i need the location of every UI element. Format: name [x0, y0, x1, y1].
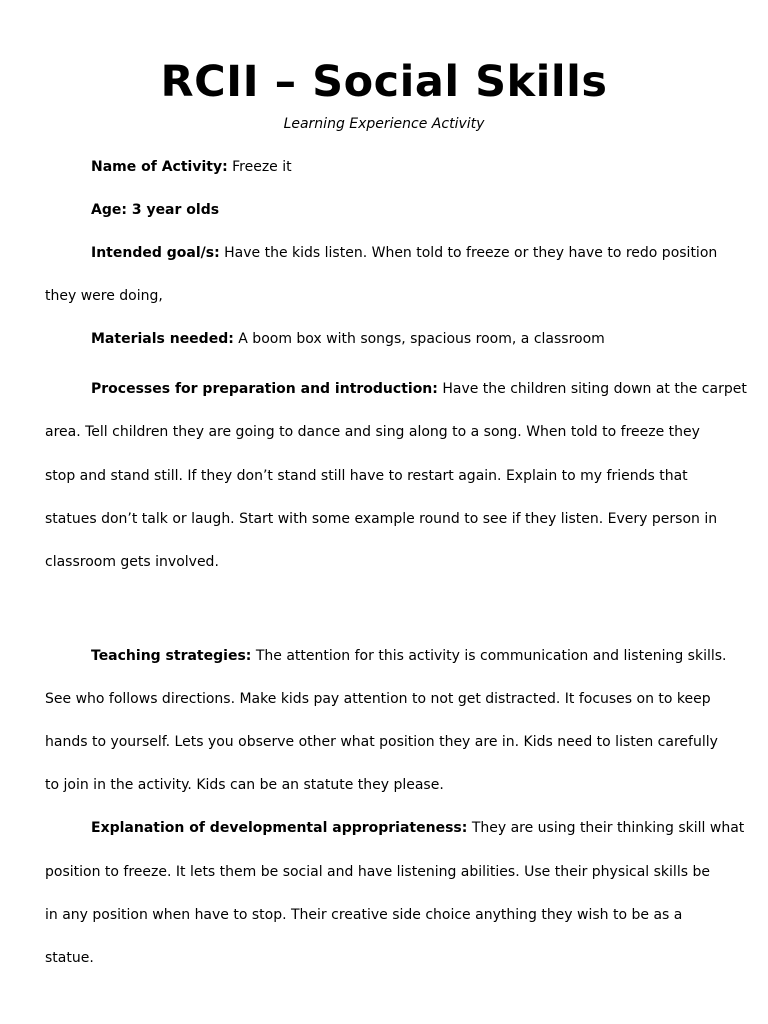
intended-goals-label: Intended goal/s: — [91, 245, 220, 261]
materials-needed-row — [91, 329, 735, 349]
name-of-activity-label: Name of Activity: — [91, 159, 228, 175]
teaching-strategies-label: Teaching strategies: — [91, 648, 252, 664]
processes-text-line-3: stop and stand still. If they don’t stand still have to restart again. Explain to my friends that — [45, 468, 688, 484]
teaching-strategies-text-line-3: hands to yourself. Lets you observe other what position they are in. Kids need to listen carefully — [45, 734, 718, 750]
document-title: RCII – Social Skills — [160, 57, 608, 107]
teaching-strategies-text-line-2: See who follows directions. Make kids pay attention to not get distracted. It focuses on to keep — [45, 691, 711, 707]
name-of-activity-row — [91, 157, 735, 177]
teaching-strategies-text-line-1: The attention for this activity is communication and listening skills. — [255, 648, 727, 664]
developmental-appropriateness-row — [91, 818, 745, 838]
processes-text-line-1: Have the children siting down at the carpet — [442, 381, 747, 397]
materials-needed-value: A boom box with songs, spacious room, a classroom — [238, 331, 605, 347]
processes-row — [91, 379, 747, 399]
developmental-appropriateness-text-line-2: position to freeze. It lets them be social and have listening abilities. Use their physical skills be — [45, 864, 710, 880]
teaching-strategies-text-line-4: to join in the activity. Kids can be an statute they please. — [45, 777, 444, 793]
intended-goals-text-line-2: they were doing, — [45, 288, 163, 304]
developmental-appropriateness-text-line-4: statue. — [45, 950, 94, 966]
processes-text-line-5: classroom gets involved. — [45, 554, 219, 570]
age-row: Age: 3 year olds — [91, 202, 220, 218]
materials-needed-label: Materials needed: — [91, 331, 234, 347]
intended-goals-text-line-1: Have the kids listen. When told to freeze or they have to redo position — [224, 245, 718, 261]
intended-goals-row — [91, 243, 735, 263]
name-of-activity-value: Freeze it — [232, 159, 292, 175]
processes-label: Processes for preparation and introduction: — [91, 381, 438, 397]
developmental-appropriateness-text-line-1: They are using their thinking skill what — [471, 820, 745, 836]
document-subtitle: Learning Experience Activity — [283, 116, 485, 132]
developmental-appropriateness-label: Explanation of developmental appropriateness: — [91, 820, 468, 836]
processes-text-line-4: statues don’t talk or laugh. Start with some example round to see if they listen. Every person in — [45, 511, 718, 527]
developmental-appropriateness-text-line-3: in any position when have to stop. Their creative side choice anything they wish to be as a — [45, 907, 683, 923]
teaching-strategies-row — [91, 646, 735, 666]
processes-text-line-2: area. Tell children they are going to dance and sing along to a song. When told to freeze they — [45, 424, 700, 440]
